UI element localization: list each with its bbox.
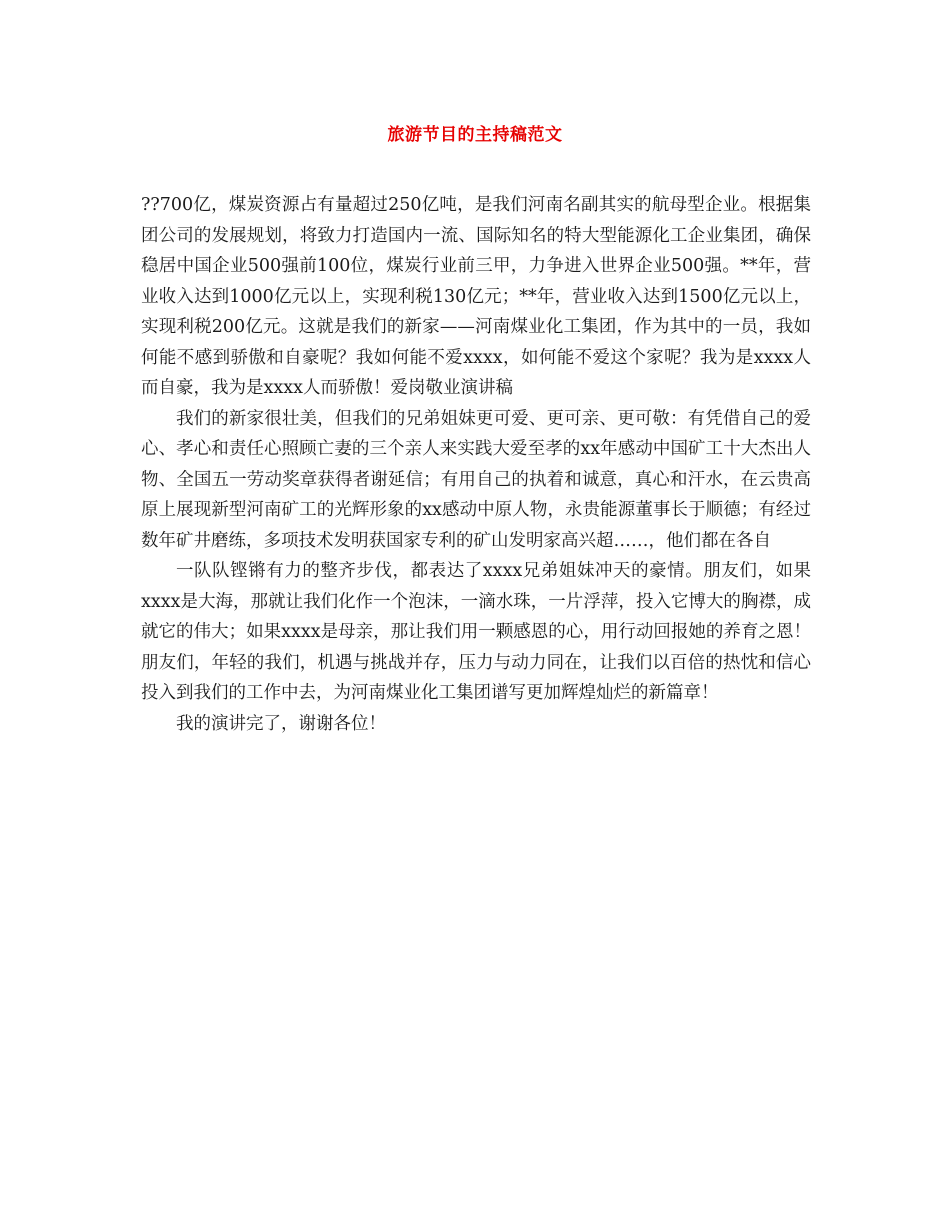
paragraph-1: ??700亿，煤炭资源占有量超过250亿吨，是我们河南名副其实的航母型企业。根据集团公司的发展规划，将致力打造国内一流、国际知名的特大型能源化工企业集团，确保稳居中国企业500强前100位，煤炭行业前三甲，力争进入世界企业500强。**年，营业收入达到1000亿元以上，实现利税130亿元；**年，营业收入达到1500亿元以上，实现利税200亿元。这就是我们的新家——河南煤业化工集团，作为其中的一员，我如何能不感到骄傲和自豪呢？我如何能不爱xxxx，如何能不爱这个家呢？我为是xxxx人而自豪，我为是xxxx人而骄傲！爱岗敬业演讲稿 xyxy=(141,195,811,398)
paragraph-3: 一队队铿锵有力的整齐步伐，都表达了xxxx兄弟姐妹冲天的豪情。朋友们，如果xxxx是大海，那就让我们化作一个泡沫，一滴水珠，一片浮萍，投入它博大的胸襟，成就它的伟大；如果xxxx是母亲，那让我们用一颗感恩的心，用行动回报她的养育之恩！朋友们，年轻的我们，机遇与挑战并存，压力与动力同在，让我们以百倍的热忱和信心投入到我们的工作中去，为河南煤业化工集团谱写更加辉煌灿烂的新篇章！ xyxy=(141,561,811,703)
paragraph-4: 我的演讲完了，谢谢各位！ xyxy=(176,713,386,734)
document-body xyxy=(141,190,811,739)
paragraph-2: 我们的新家很壮美，但我们的兄弟姐妹更可爱、更可亲、更可敬：有凭借自己的爱心、孝心和责任心照顾亡妻的三个亲人来实践大爱至孝的xx年感动中国矿工十大杰出人物、全国五一劳动奖章获得者谢延信；有用自己的执着和诚意，真心和汗水，在云贵高原上展现新型河南矿工的光辉形象的xx感动中原人物，永贵能源董事长于顺德；有经过数年矿井磨练，多项技术发明获国家专利的矿山发明家高兴超……，他们都在各自 xyxy=(141,408,811,551)
document-title: 旅游节目的主持稿范文 xyxy=(387,125,563,145)
